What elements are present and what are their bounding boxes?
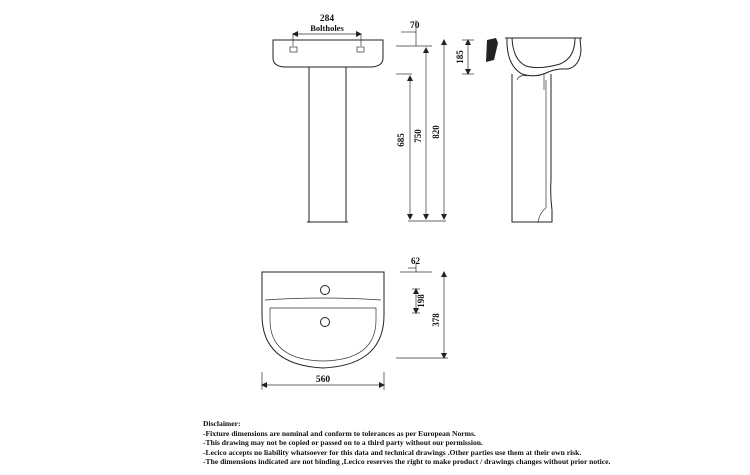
tap-hole-icon [321,286,330,295]
disclaimer-title: Disclaimer: [203,419,241,428]
wall-bracket [486,38,498,62]
front-pedestal [307,67,348,222]
plan-view [262,272,384,368]
disclaimer-line: -Lecico accepts no liability whatsoever for this data and technical drawings .Other parties use them at their own risk. [203,447,582,457]
front-basin [273,40,383,67]
dim-label-820: 820 [431,125,441,139]
plan-dimensions [262,256,448,390]
waste-hole-icon [321,318,330,327]
disclaimer-line: -This drawing may not be copied or passed on to a third party without our permission. [203,438,483,447]
dim-label-685: 685 [396,133,406,147]
dim-label-70: 70 [410,21,420,31]
front-view [273,14,383,222]
dim-boltholes [293,14,361,46]
dim-label-750: 750 [413,129,423,143]
dim-label-185: 185 [455,50,465,64]
dim-label-378: 378 [431,313,441,327]
dim-label-boltholes: Boltholes [310,23,344,33]
dim-label-62: 62 [411,256,420,266]
dim-label-boltholes-width: 284 [319,14,335,24]
dim-label-560: 560 [315,375,331,385]
disclaimer-block [203,419,743,467]
disclaimer-line: -Fixture dimensions are nominal and conform to tolerances as per European Norms. [203,428,476,438]
dim-label-198: 198 [416,294,426,308]
side-dimensions [396,20,474,221]
disclaimer-line: -The dimensions indicated are not binding ,Lecico reserves the right to make product / drawings changes without prior notice. [203,457,611,466]
side-view [486,38,582,222]
